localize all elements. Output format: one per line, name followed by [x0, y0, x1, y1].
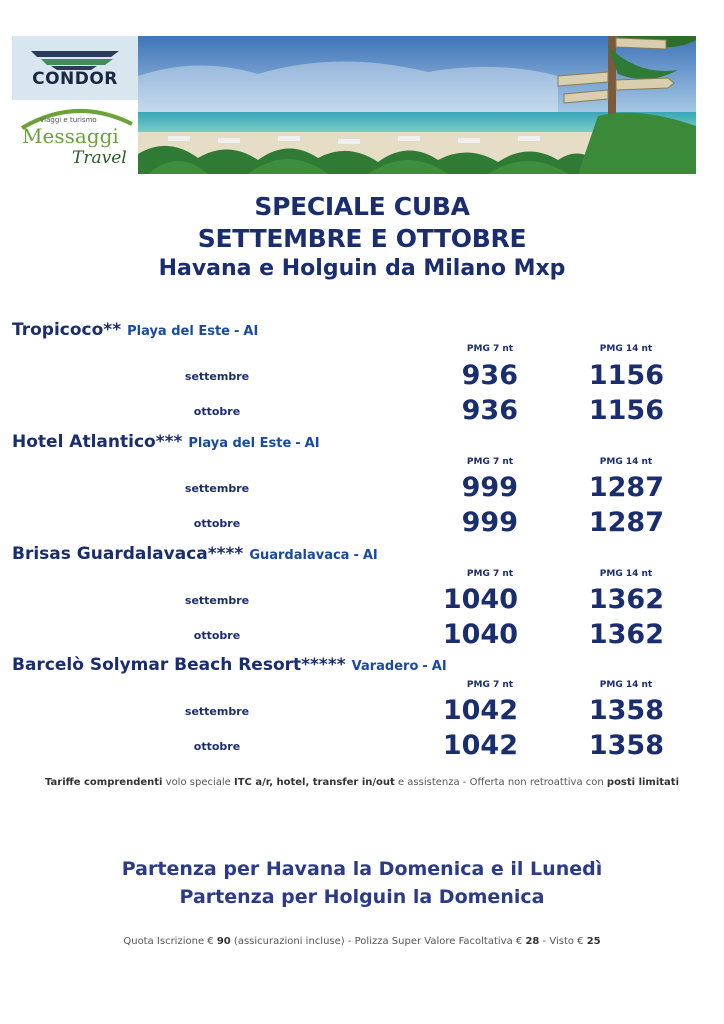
title-line-2: SETTEMBRE E OTTOBRE: [197, 224, 527, 253]
month-label: ottobre: [193, 517, 241, 530]
board-type: AI: [362, 548, 378, 563]
condor-logo: [12, 36, 138, 100]
hotel-location: Guardalavaca: [249, 548, 350, 563]
fee-registration: 90: [216, 936, 231, 947]
month-label: settembre: [184, 594, 250, 607]
header-banner: [12, 36, 696, 174]
column-header-7nt: PMG 7 nt: [466, 680, 514, 690]
month-label: settembre: [184, 482, 250, 495]
board-type: AI: [304, 436, 320, 451]
terms-text-1: volo speciale: [162, 777, 234, 788]
separator-dash: -: [422, 659, 428, 674]
price-14nt: 1156: [588, 395, 664, 426]
price-7nt: 1042: [442, 695, 518, 726]
board-type: AI: [243, 324, 259, 339]
hotel-name: Barcelò Solymar Beach Resort*****: [12, 655, 346, 675]
price-14nt: 1362: [588, 584, 664, 615]
price-14nt: 1358: [588, 695, 664, 726]
logo-messaggi-text: Messaggi: [22, 124, 119, 148]
price-7nt: 1042: [442, 730, 518, 761]
terms-bold-3: posti limitati: [606, 777, 680, 788]
price-7nt: 936: [461, 360, 518, 391]
separator-dash: -: [353, 548, 359, 563]
month-label: ottobre: [193, 405, 241, 418]
terms-bold-1: Tariffe comprendenti: [44, 777, 163, 788]
terms-note: [0, 777, 724, 788]
column-header-14nt: PMG 14 nt: [599, 344, 653, 354]
messaggi-travel-logo: [12, 100, 138, 174]
price-7nt: 999: [461, 507, 518, 538]
month-label: settembre: [184, 370, 250, 383]
terms-text-2: e assistenza - Offerta non retroattiva con: [394, 777, 607, 788]
hotel-location: Playa del Este: [127, 324, 230, 339]
month-label: ottobre: [193, 629, 241, 642]
price-14nt: 1358: [588, 730, 664, 761]
hotel-heading: [12, 432, 320, 452]
month-label: settembre: [184, 705, 250, 718]
hotel-location: Playa del Este: [188, 436, 292, 451]
condor-logo-text: CONDOR: [32, 69, 118, 89]
title-line-3: Havana e Holguin da Milano Mxp: [158, 256, 566, 281]
column-header-14nt: PMG 14 nt: [599, 569, 653, 579]
hotel-heading: [12, 320, 258, 340]
fee-text-3: - Visto €: [539, 936, 587, 947]
price-7nt: 1040: [442, 584, 518, 615]
hotel-heading: [12, 544, 378, 564]
hotel-heading: [12, 655, 447, 675]
price-7nt: 1040: [442, 619, 518, 650]
fee-insurance: 28: [525, 936, 540, 947]
column-header-14nt: PMG 14 nt: [599, 457, 653, 467]
column-header-14nt: PMG 14 nt: [599, 680, 653, 690]
fee-visa: 25: [586, 936, 601, 947]
price-7nt: 936: [461, 395, 518, 426]
column-header-7nt: PMG 7 nt: [466, 569, 514, 579]
price-14nt: 1287: [588, 507, 664, 538]
column-header-7nt: PMG 7 nt: [466, 457, 514, 467]
fee-text-1: Quota Iscrizione €: [123, 936, 217, 947]
column-header-7nt: PMG 7 nt: [466, 344, 514, 354]
fee-text-2: (assicurazioni incluse) - Polizza Super Valore Facoltativa €: [230, 936, 526, 947]
board-type: AI: [431, 659, 447, 674]
separator-dash: -: [233, 324, 240, 339]
logo-travel-text: Travel: [72, 148, 127, 168]
month-label: ottobre: [193, 740, 241, 753]
price-14nt: 1362: [588, 619, 664, 650]
hotel-location: Varadero: [351, 659, 419, 674]
separator-dash: -: [295, 436, 301, 451]
departure-havana: Partenza per Havana la Domenica e il Lunedì: [121, 858, 603, 880]
fees-line: [0, 936, 724, 947]
hotel-name: Tropicoco**: [12, 320, 122, 340]
terms-bold-2: ITC a/r, hotel, transfer in/out: [233, 777, 395, 788]
departure-holguin: Partenza per Holguin la Domenica: [179, 886, 545, 908]
hotel-name: Brisas Guardalavaca****: [12, 544, 244, 564]
hotel-name: Hotel Atlantico***: [12, 432, 183, 452]
price-7nt: 999: [461, 472, 518, 503]
title-line-1: SPECIALE CUBA: [254, 192, 470, 221]
price-14nt: 1287: [588, 472, 664, 503]
condor-swoosh-icon: [27, 47, 123, 71]
logo-tagline: viaggi e turismo: [40, 116, 97, 124]
beach-photo: [138, 36, 696, 174]
price-14nt: 1156: [588, 360, 664, 391]
